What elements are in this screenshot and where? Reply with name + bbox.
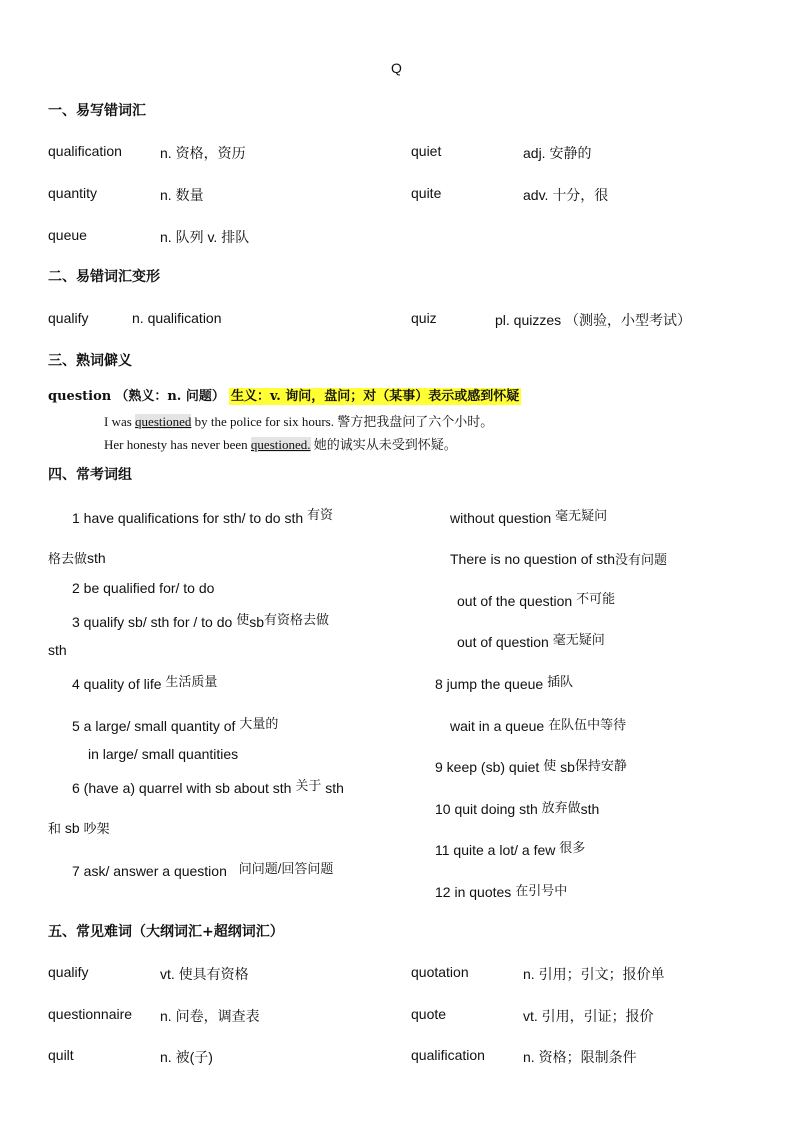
- phrase-text: sb: [560, 759, 575, 775]
- vocab-word: queue: [48, 227, 87, 243]
- phrase-text: wait in a queue: [450, 718, 545, 734]
- vocab-word: quiz: [411, 310, 437, 326]
- example-translation: 她的诚实从未受到怀疑。: [313, 437, 457, 452]
- phrase-item: [435, 840, 585, 859]
- phrase-text: 12 in quotes: [435, 884, 512, 900]
- page-title: Q: [391, 60, 402, 76]
- phrase-text: 8 jump the queue: [435, 676, 544, 692]
- phrase-translation: 不可能: [576, 591, 616, 606]
- new-meaning-highlight: 生义：v. 询问，盘问；对（某事）表示或感到怀疑: [231, 389, 520, 404]
- phrase-text: 9 keep (sb) quiet: [435, 759, 540, 775]
- vocab-definition: n. qualification: [132, 310, 222, 326]
- phrase-text: 7 ask/ answer a question: [72, 863, 227, 879]
- rare-meaning-entry: [48, 385, 521, 404]
- phrase-text: 1 have qualifications for sth/ to do sth: [72, 510, 304, 526]
- example-text: I was: [104, 414, 136, 429]
- phrase-item: [457, 591, 615, 610]
- phrase-translation: 关于: [295, 778, 322, 793]
- section-heading-1: 一、易写错词汇: [48, 103, 146, 119]
- underlined-word: questioned: [135, 414, 192, 429]
- vocab-word: qualification: [411, 1047, 485, 1063]
- vocab-word: quotation: [411, 964, 469, 980]
- phrase-text: 5 a large/ small quantity of: [72, 718, 236, 734]
- example-translation: 警方把我盘问了六个小时。: [337, 414, 494, 429]
- vocab-definition: n. 数量: [160, 187, 204, 203]
- vocab-definition: adj. 安静的: [523, 145, 592, 161]
- vocab-word: qualify: [48, 310, 89, 326]
- phrase-item: [435, 674, 573, 693]
- vocab-word: quite: [411, 185, 442, 201]
- phrase-item: [450, 508, 607, 527]
- phrase-item: [72, 508, 333, 527]
- phrase-item: [457, 632, 605, 651]
- phrase-translation: 插队: [547, 674, 574, 689]
- vocab-definition: vt. 使具有资格: [160, 966, 249, 982]
- phrase-translation: 在引号中: [515, 883, 568, 898]
- phrase-translation: 保持安静: [574, 758, 627, 773]
- phrase-item: 2 be qualified for/ to do: [72, 580, 215, 596]
- vocab-word: quiet: [411, 143, 442, 159]
- phrase-item: [72, 674, 217, 693]
- section-heading-2: 二、易错词汇变形: [48, 269, 160, 285]
- vocab-word: qualify: [48, 964, 89, 980]
- phrase-translation: 毫无疑问: [552, 632, 605, 647]
- phrase-item: [450, 549, 667, 568]
- example-sentence-1: [104, 411, 493, 430]
- phrase-item: in large/ small quantities: [88, 746, 239, 762]
- section-heading-3: 三、熟词僻义: [48, 353, 132, 369]
- phrase-item: [72, 612, 329, 631]
- phrase-item: [72, 861, 333, 880]
- phrase-text: sth: [580, 801, 600, 817]
- vocab-word: quote: [411, 1006, 447, 1022]
- phrase-translation: 很多: [559, 840, 586, 855]
- phrase-text: without question: [450, 510, 552, 526]
- phrase-translation: 毫无疑问: [555, 508, 608, 523]
- vocab-word: questionnaire: [48, 1006, 133, 1022]
- example-sentence-2: [104, 434, 457, 453]
- section-heading-4: 四、常考词组: [48, 467, 132, 483]
- section-heading-5: 五、常见难词（大纲词汇+超纲词汇）: [48, 924, 284, 940]
- phrase-text: 6 (have a) quarrel with sb about sth: [72, 780, 292, 796]
- vocab-definition: n. 资格，资历: [160, 145, 246, 161]
- vocab-definition: n. 问卷，调查表: [160, 1008, 260, 1024]
- familiar-meaning: （熟义：n. 问题）: [115, 389, 225, 404]
- vocab-definition: n. 资格；限制条件: [523, 1049, 637, 1065]
- phrase-item: [450, 716, 626, 735]
- phrase-text: out of question: [457, 634, 549, 650]
- phrase-translation: 生活质量: [165, 674, 218, 689]
- phrase-translation: 没有问题: [615, 552, 668, 567]
- phrase-continuation: [48, 548, 106, 567]
- phrase-text: sth: [87, 550, 106, 566]
- phrase-translation: 格去做: [48, 551, 88, 566]
- phrase-text: out of the question: [457, 593, 573, 609]
- vocab-word: qualification: [48, 143, 122, 159]
- example-text: Her honesty has never been: [104, 437, 251, 452]
- phrase-translation: 使: [543, 758, 557, 773]
- vocab-word: quantity: [48, 185, 98, 201]
- vocab-definition: pl. quizzes （测验，小型考试）: [495, 312, 692, 328]
- phrase-text: sb: [64, 820, 80, 836]
- phrase-translation: 有资格去做: [264, 612, 330, 627]
- phrase-continuation: sth: [48, 642, 67, 658]
- vocab-definition: n. 被(子): [160, 1049, 213, 1065]
- phrase-item: [435, 882, 567, 901]
- phrase-text: 10 quit doing sth: [435, 801, 538, 817]
- phrase-translation: 在队伍中等待: [548, 717, 627, 732]
- phrase-text: 4 quality of life: [72, 676, 162, 692]
- phrase-translation: 大量的: [239, 716, 279, 731]
- phrase-text: 3 qualify sb/ sth for / to do: [72, 614, 233, 630]
- phrase-text: There is no question of sth: [450, 551, 615, 567]
- vocab-definition: adv. 十分，很: [523, 187, 609, 203]
- phrase-translation: 放弃做: [541, 800, 581, 815]
- phrase-continuation: [48, 818, 110, 837]
- vocab-definition: n. 队列 v. 排队: [160, 229, 250, 245]
- phrase-translation: 和: [48, 821, 62, 836]
- phrase-translation: 吵架: [83, 821, 110, 836]
- vocab-word: quilt: [48, 1047, 74, 1063]
- vocab-definition: n. 引用；引文；报价单: [523, 966, 665, 982]
- entry-word: question: [48, 389, 112, 404]
- phrase-translation: 使: [236, 612, 250, 627]
- example-text: by the police for six hours.: [191, 414, 334, 429]
- phrase-text: 11 quite a lot/ a few: [435, 842, 556, 858]
- phrase-item: [435, 799, 599, 818]
- vocab-definition: vt. 引用，引证；报价: [523, 1008, 654, 1024]
- underlined-word: questioned.: [250, 437, 311, 452]
- phrase-item: [435, 757, 627, 776]
- phrase-item: [72, 778, 344, 797]
- phrase-item: [72, 716, 278, 735]
- phrase-translation: 问问题/回答问题: [238, 861, 334, 876]
- phrase-text: sb: [249, 614, 265, 630]
- phrase-text: sth: [325, 780, 344, 796]
- phrase-translation: 有资: [307, 507, 334, 522]
